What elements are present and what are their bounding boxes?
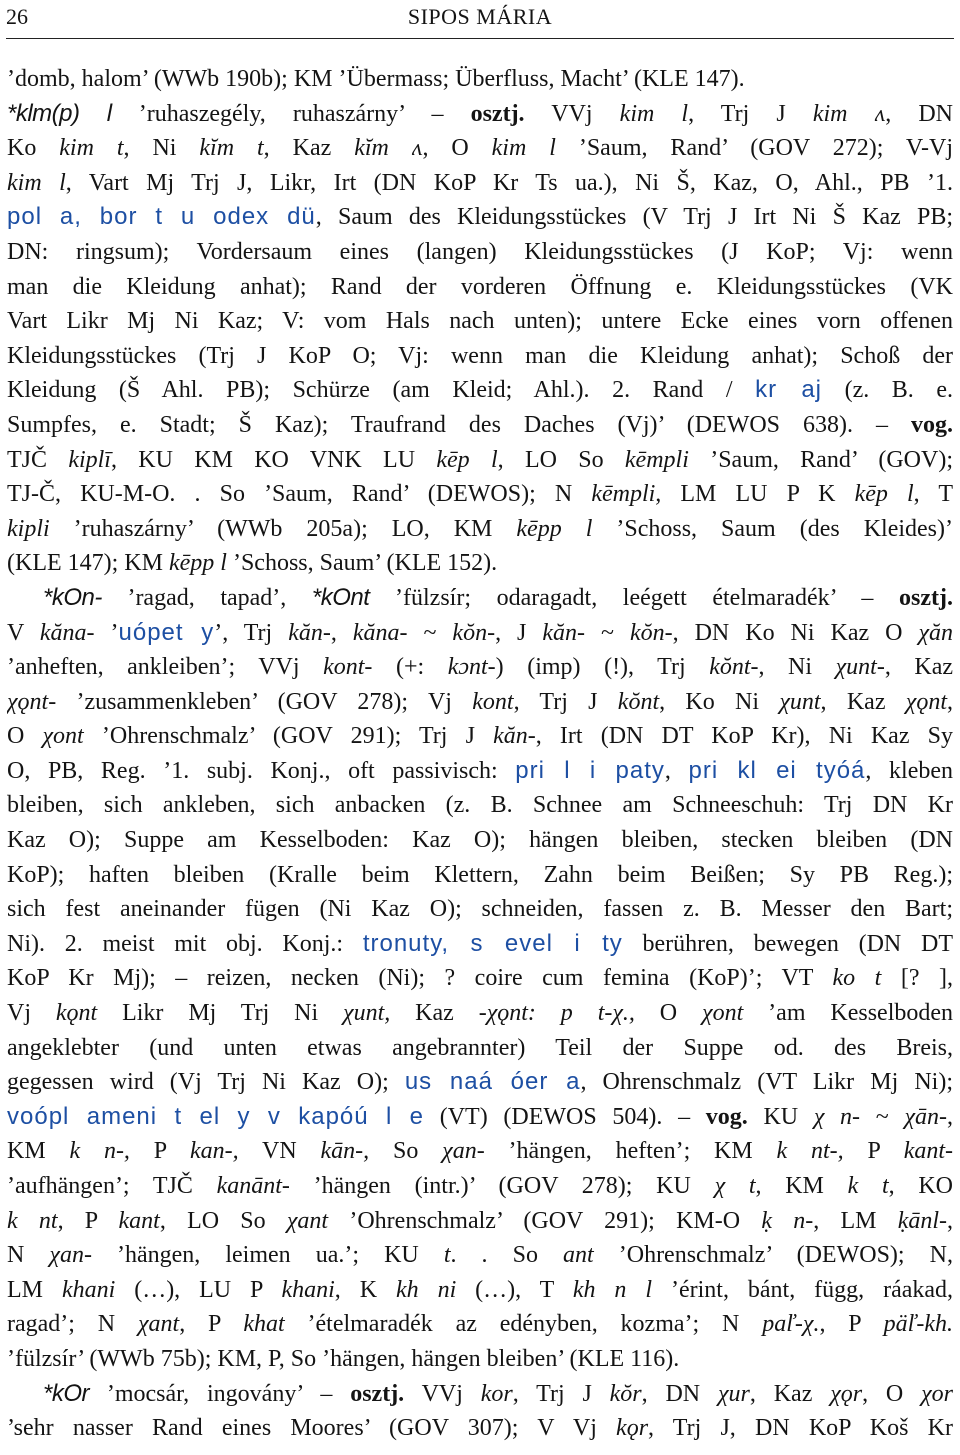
italic-form: kēp l <box>854 481 914 508</box>
text-line <box>7 477 953 512</box>
cyrillic-gloss: pol a, bor t u odex dü <box>7 203 316 231</box>
italic-form: χunt <box>779 688 821 715</box>
text-run: P <box>129 1138 191 1165</box>
italic-form: kēmpli <box>624 446 689 473</box>
italic-form: kipli <box>7 515 50 542</box>
text-run: O, PB, Reg. ’1. subj. Konj., oft passivisch: <box>7 757 516 784</box>
italic-form: kŏr <box>609 1380 642 1407</box>
text-line <box>7 1031 953 1066</box>
text-run: ’ruhaszegély, ruhaszárny’ – <box>111 100 471 127</box>
text-line <box>7 131 953 166</box>
text-run: ~ <box>585 619 630 646</box>
text-run: ’Ohrenschmalz’ (DEWOS); N, <box>593 1242 953 1269</box>
text-run: Ni). 2. meist mit obj. Konj.: <box>7 930 363 957</box>
text-run: , DN Ko Ni Kaz O <box>672 619 919 646</box>
text-run: , Trj J <box>513 688 618 715</box>
italic-form: kǫnt <box>55 1000 98 1027</box>
text-run: , O <box>862 1380 922 1407</box>
italic-form: χ t <box>714 1173 756 1199</box>
text-run: (VT) (DEWOS 504). – <box>424 1103 706 1130</box>
italic-form: kont <box>472 688 514 715</box>
italic-form: kĭm t <box>199 135 264 162</box>
text-line <box>7 961 953 996</box>
italic-form: ḳānl- <box>897 1207 947 1234</box>
text-run: (KLE 147); KM <box>7 550 169 577</box>
text-run: ’hängen, leimen ua.’; KU <box>91 1242 444 1269</box>
text-line <box>7 339 953 374</box>
text-run: Kaz O); Suppe am Kesselboden: Kaz O); hängen bleiben, stecken bleiben (DN <box>7 827 953 854</box>
italic-form: χont <box>702 1000 744 1027</box>
text-run: N <box>7 1242 50 1269</box>
text-run: ’érint, bánt, függ, ráakad, <box>652 1276 953 1303</box>
text-run: , Kaz <box>884 654 953 681</box>
text-run: ’hängen (intr.)’ (GOV 278); KU <box>289 1173 715 1199</box>
text-run: DN: ringsum); Vordersaum eines (langen) Kleidungsstückes (J KoP; Vj: wenn <box>7 238 953 265</box>
text-run: sich fest aneinander fügen (Ni Kaz O); schneiden, fassen z. B. Messer den Bart; <box>7 896 953 923</box>
cyrillic-gloss: pri l i paty <box>515 756 665 784</box>
text-run: , J <box>495 619 543 646</box>
text-run: ’ételmaradék az edényben, kozma’; N <box>284 1311 763 1338</box>
italic-form: kant <box>118 1207 160 1234</box>
text-run: Vart Likr Mj Ni Kaz; V: vom Hals nach unten); untere Ecke eines vorn offenen <box>7 308 953 335</box>
text-run: ’ruhaszárny’ (WWb 205a); LO, KM <box>49 515 517 542</box>
text-run: P <box>843 1138 904 1165</box>
text-run: , KU KM KO VNK LU <box>110 446 437 473</box>
text-run: , Ohrenschmalz (VT Likr Mj Ni); <box>580 1069 953 1096</box>
text-run: , Vart Mj Trj J, Likr, Irt (DN KoP Kr Ts ua.), Ni Š, Kaz, O, Ahl., PB ’1. <box>65 169 953 196</box>
text-run: man die Kleidung anhat); Rand der vorderen Öffnung e. Kleidungsstückes (VK <box>7 273 953 300</box>
text-run: ’Schoss, Saum (des Kleides)’ <box>592 515 953 542</box>
text-line <box>7 1065 953 1100</box>
italic-form: kēmpli, <box>591 481 662 508</box>
text-run: ’mocsár, ingovány’ – <box>89 1380 351 1407</box>
text-run: , Trj J <box>512 1380 610 1407</box>
text-run: ’ <box>94 619 119 646</box>
text-run: KM <box>7 1138 70 1165</box>
text-line <box>7 1100 953 1135</box>
text-run: bleiben, sich ankleben, sich anbacken (z. B. Schnee am Schneeschuh: Trj DN Kr <box>7 792 953 819</box>
italic-form: χant <box>137 1311 180 1338</box>
text-run: ’Schoss, Saum’ (KLE 152). <box>226 550 498 577</box>
text-run: ’Saum, Rand’ (GOV); <box>688 446 953 473</box>
body-text <box>7 62 953 1446</box>
text-run: , Ko Ni <box>659 688 780 715</box>
italic-form: kim l <box>491 135 556 162</box>
italic-form: χǫr <box>830 1380 863 1407</box>
text-run: ragad’; N <box>7 1311 138 1338</box>
text-run: [? ], <box>881 965 953 992</box>
italic-form: ko t <box>832 965 882 992</box>
text-run: , P <box>179 1311 244 1338</box>
italic-form: ant <box>563 1242 594 1269</box>
text-run: TJ-Č, KU-M-O. . So ’Saum, Rand’ (DEWOS); N <box>7 481 592 508</box>
text-run: V <box>7 619 40 646</box>
language-label: vog. <box>705 1103 748 1130</box>
text-line <box>7 1204 953 1239</box>
italic-form: kŏnt- <box>709 654 759 681</box>
italic-form: k nt <box>7 1207 58 1234</box>
text-run: VN <box>238 1138 321 1165</box>
text-run: , K <box>334 1276 396 1303</box>
italic-form: χan- <box>49 1242 92 1269</box>
italic-form: kŏn- <box>629 619 673 646</box>
text-run: gegessen wird (Vj Trj Ni Kaz O); <box>7 1069 405 1096</box>
text-line <box>7 858 953 893</box>
cyrillic-gloss: us naá óer a <box>404 1068 581 1096</box>
text-run: , T <box>913 481 953 508</box>
text-run: angeklebter (und unten etwas angebrannter) Teil der Suppe od. des Breis, <box>7 1034 953 1061</box>
italic-form: kăna- <box>39 619 95 646</box>
italic-form: kăn- <box>493 723 536 750</box>
text-run: VVj <box>404 1380 481 1407</box>
text-line <box>7 685 953 720</box>
reconstructed-form: *kOr <box>43 1379 89 1407</box>
text-line <box>7 1273 953 1308</box>
text-line <box>7 616 953 651</box>
italic-form: kont- <box>323 654 373 681</box>
page-header <box>6 0 954 39</box>
text-run: ’Saum, Rand’ (GOV 272); V-Vj <box>555 135 953 162</box>
italic-form: khat <box>243 1311 285 1338</box>
text-run: , O <box>422 135 492 162</box>
italic-form: kiplī <box>68 446 111 473</box>
italic-form: -χǫnt: p t-χ., <box>478 1000 635 1027</box>
reconstructed-form: *kOn- <box>43 583 102 611</box>
text-line <box>7 512 953 547</box>
text-line <box>7 408 953 443</box>
italic-form: t <box>443 1242 451 1269</box>
italic-form: kɔnt- <box>447 654 496 681</box>
text-run: (…), T <box>456 1276 573 1303</box>
text-line <box>7 650 953 685</box>
text-run: , LO So <box>159 1207 287 1234</box>
text-run: ’fülzsír; odaragadt, leégett ételmaradék’ – <box>369 584 899 611</box>
text-run: , Kaz <box>749 1380 831 1407</box>
text-line <box>7 166 953 201</box>
italic-form: ḳ n- <box>761 1207 814 1234</box>
italic-form: kēpp l <box>168 550 227 577</box>
text-run: , Trj J <box>688 100 813 127</box>
text-line <box>7 581 953 616</box>
language-label: osztj. <box>899 584 953 611</box>
text-run: , kleben <box>865 757 953 784</box>
text-run: , Trj J, DN KoP Koš Kr <box>648 1415 953 1442</box>
text-run: , Ni <box>123 135 200 162</box>
text-line <box>7 1377 953 1412</box>
italic-form: kĭm ʌ <box>354 135 423 162</box>
text-run: ~ <box>860 1103 905 1130</box>
italic-form: χ n- <box>813 1103 861 1130</box>
text-run: , Kaz <box>263 135 355 162</box>
text-run: Kleidungsstückes (Trj J KoP O; Vj: wenn man die Kleidung anhat); Schoß der <box>7 342 953 369</box>
italic-form: χunt- <box>835 654 885 681</box>
italic-form: kh n l <box>572 1276 653 1303</box>
italic-form: paľ-χ. <box>762 1311 820 1338</box>
text-line <box>7 373 953 408</box>
italic-form: k nt-, <box>776 1138 844 1165</box>
text-run: Likr Mj Trj Ni <box>97 1000 344 1027</box>
text-line <box>7 200 953 235</box>
language-label: vog. <box>911 411 953 438</box>
text-run: ’zusammenkleben’ (GOV 278); Vj <box>56 688 473 715</box>
italic-form: kan-, <box>190 1138 239 1165</box>
italic-form: kim t <box>59 135 124 162</box>
text-line <box>7 546 953 581</box>
italic-form: kh ni <box>395 1276 457 1303</box>
italic-form: χǫnt <box>905 688 947 715</box>
text-run: , LO So <box>497 446 625 473</box>
italic-form: χor <box>921 1380 953 1407</box>
text-line <box>7 62 953 97</box>
text-run: , DN <box>641 1380 718 1407</box>
cyrillic-gloss: tronuty, s evel i ty <box>362 929 623 957</box>
text-line <box>7 97 953 132</box>
text-run: ’domb, halom’ (WWb 190b); KM ’Übermass; Überfluss, Macht’ (KLE 147). <box>7 66 745 92</box>
cyrillic-gloss: uópet y <box>118 618 215 646</box>
text-run: , <box>947 1103 953 1130</box>
italic-form: kim l <box>619 100 689 127</box>
italic-form: khani <box>61 1276 116 1303</box>
italic-form: k t <box>847 1173 889 1199</box>
text-run: Ko <box>7 135 60 162</box>
text-run: ) (imp) (!), Trj <box>495 654 710 681</box>
italic-form: χont <box>42 723 84 750</box>
text-run: , Saum des Kleidungsstückes (V Trj J Irt Ni Š Kaz PB; <box>315 204 953 231</box>
text-run: , Irt (DN DT KoP Kr), Ni Kaz Sy <box>535 723 953 750</box>
text-line <box>7 719 953 754</box>
italic-form: kăn- <box>542 619 586 646</box>
text-run: Sumpfes, e. Stadt; Š Kaz); Traufrand des Daches (Vj)’ (DEWOS 638). – <box>7 411 911 438</box>
cyrillic-gloss: pri kl ei tyóá <box>688 756 866 784</box>
italic-form: khani <box>281 1276 335 1303</box>
text-run: VVj <box>524 100 620 127</box>
text-run: , <box>947 1207 953 1234</box>
text-run: O <box>634 1000 703 1027</box>
text-run: ’fülzsír’ (WWb 75b); KM, P, So ’hängen, hängen bleiben’ (KLE 116). <box>7 1345 680 1372</box>
italic-form: kăna- <box>352 619 408 646</box>
text-line <box>7 927 953 962</box>
text-run: , <box>664 757 689 784</box>
text-run: ’sehr nasser Rand eines Moores’ (GOV 307); V Vj <box>7 1415 617 1442</box>
italic-form: k n-, <box>69 1138 130 1165</box>
text-run: , <box>947 688 953 715</box>
running-title: SIPOS MÁRIA <box>407 4 553 29</box>
text-run: (…), LU P <box>115 1276 282 1303</box>
italic-form: χur <box>717 1380 750 1407</box>
text-run: ’ragad, tapad’, <box>101 584 312 611</box>
italic-form: kim ʌ <box>812 100 886 127</box>
page-number: 26 <box>6 4 28 29</box>
text-run: Kleidung (Š Ahl. PB); Schürze (am Kleid; Ahl.). 2. Rand / <box>7 377 756 404</box>
text-run: , Ni <box>758 654 836 681</box>
italic-form: χant <box>286 1207 329 1234</box>
text-run: KU <box>747 1103 814 1130</box>
text-run: , P <box>819 1311 884 1338</box>
language-label: osztj. <box>470 100 525 127</box>
text-line <box>7 1238 953 1273</box>
text-run: ’Ohrenschmalz’ (GOV 291); Trj J <box>83 723 494 750</box>
text-line <box>7 1342 953 1377</box>
italic-form: kŏn- <box>452 619 496 646</box>
text-run: Vj <box>7 1000 56 1027</box>
text-run: LM LU P K <box>661 481 855 508</box>
text-run: O <box>7 723 43 750</box>
text-line <box>7 304 953 339</box>
text-run: , <box>330 619 353 646</box>
text-run: , Kaz <box>820 688 906 715</box>
cyrillic-gloss: voópl ameni t el y v kapóú l e <box>7 1102 425 1130</box>
text-run: (+: <box>372 654 448 681</box>
italic-form: päľ-kh. <box>883 1311 953 1338</box>
text-run: , DN <box>885 100 953 127</box>
text-line <box>7 443 953 478</box>
text-run: , P <box>57 1207 119 1234</box>
text-run: ’anheften, ankleiben’; VVj <box>7 654 324 681</box>
text-run: (z. B. e. <box>822 377 953 404</box>
text-run: So <box>369 1138 443 1165</box>
text-run: ~ <box>407 619 453 646</box>
text-run: ’aufhängen’; TJČ <box>7 1173 217 1199</box>
reconstructed-form: *kOnt <box>311 583 370 611</box>
text-run: LM <box>7 1276 62 1303</box>
reconstructed-form: *klm(p) l <box>7 99 112 127</box>
italic-form: χăn <box>918 619 953 646</box>
text-line <box>7 823 953 858</box>
text-line <box>7 1169 953 1204</box>
text-line <box>7 1307 953 1342</box>
italic-form: kor <box>480 1380 513 1407</box>
italic-form: kǫr <box>616 1415 649 1442</box>
text-run: , KM <box>755 1173 848 1199</box>
cyrillic-gloss: kr aj <box>755 376 823 404</box>
italic-form: χān- <box>904 1103 947 1130</box>
text-run: , LM <box>813 1207 898 1234</box>
text-line <box>7 996 953 1031</box>
italic-form: χunt, <box>343 1000 391 1027</box>
text-run: ’, Trj <box>214 619 289 646</box>
language-label: osztj. <box>350 1380 405 1407</box>
text-run: ’hängen, heften’; KM <box>484 1138 777 1165</box>
italic-form: kant- <box>903 1138 953 1165</box>
italic-form: kanānt- <box>216 1173 290 1199</box>
text-run: TJČ <box>7 446 69 473</box>
text-run: Kaz <box>390 1000 479 1027</box>
text-line <box>7 754 953 789</box>
text-line <box>7 892 953 927</box>
text-run: berühren, bewegen (DN DT <box>622 930 953 957</box>
text-line <box>7 788 953 823</box>
italic-form: kăn- <box>288 619 331 646</box>
text-line <box>7 1411 953 1446</box>
text-line <box>7 270 953 305</box>
text-run: ’Ohrenschmalz’ (GOV 291); KM-O <box>328 1207 762 1234</box>
italic-form: kim l <box>7 169 66 196</box>
italic-form: χǫnt- <box>7 688 57 715</box>
italic-form: kēpp l <box>516 515 593 542</box>
text-run: . . So <box>450 1242 564 1269</box>
italic-form: kān-, <box>320 1138 370 1165</box>
italic-form: kŏnt <box>617 688 660 715</box>
text-line <box>7 235 953 270</box>
italic-form: kēp l <box>436 446 498 473</box>
text-run: ’am Kesselboden <box>743 1000 953 1027</box>
text-run: KoP Kr Mj); – reizen, necken (Ni); ? coire cum femina (KoP)’; VT <box>7 965 833 992</box>
text-run: , KO <box>888 1173 953 1199</box>
text-run: KoP); haften bleiben (Kralle beim Klettern, Zahn beim Beißen; Sy PB Reg.); <box>7 861 953 888</box>
italic-form: χan- <box>442 1138 485 1165</box>
text-line <box>7 1134 953 1169</box>
